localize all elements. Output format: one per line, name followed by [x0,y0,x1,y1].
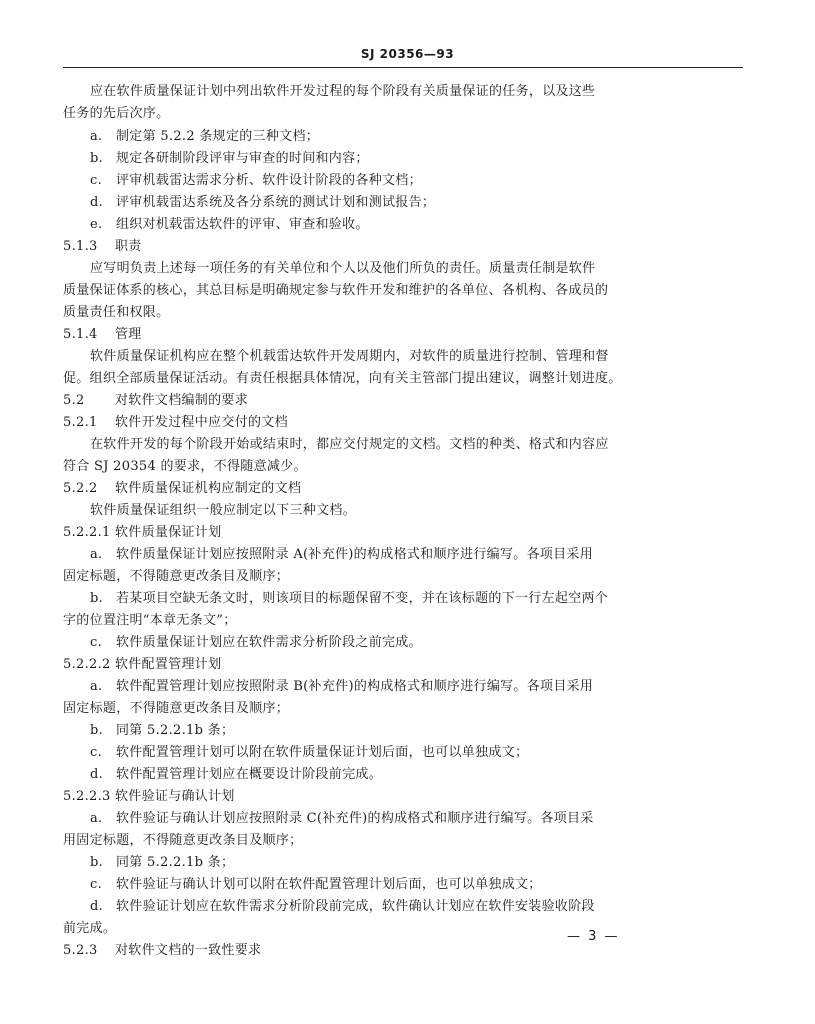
line-text: 制定第 5.2.2 条规定的三种文档； [116,129,320,144]
line-text: 软件质量保证机构应制定的文档 [115,481,302,496]
line-text: 应在软件质量保证计划中列出软件开发过程的每个阶段有关质量保证的任务，以及这些 [90,84,596,99]
section-number: 5.2.2.2 [63,657,111,672]
line-text: 对软件文档编制的要求 [115,393,249,408]
line-text: 软件质量保证计划应按照附录 A(补充件)的构成格式和顺序进行编写。各项目采用 [116,547,594,562]
line-text: 质量责任和权限。 [63,305,170,320]
line-text: 评审机载雷达需求分析、软件设计阶段的各种文档； [116,173,422,188]
line-text: 同第 5.2.2.1b 条； [116,723,235,738]
list-marker: c. [90,745,103,760]
list-item [90,745,528,761]
paragraph-line [63,613,237,629]
paragraph-line [90,437,609,453]
section-number: 5.1.3 [63,239,98,254]
list-item [90,129,319,145]
section-number: 5.2.1 [63,415,98,430]
section-number: 5.2.2 [63,481,98,496]
list-item [90,899,595,915]
list-item [90,217,369,233]
paragraph-line [63,921,116,937]
list-marker: b. [90,723,104,738]
list-item [90,679,593,695]
header-rule [63,67,743,68]
list-marker: d. [90,899,104,914]
paragraph-line [63,106,169,122]
list-item [90,547,593,563]
section-heading [63,789,235,805]
list-marker: c. [90,877,103,892]
line-text: 用固定标题，不得随意更改条目及顺序； [63,833,303,848]
line-text: 同第 5.2.2.1b 条； [116,855,235,870]
line-text: 软件质量保证组织一般应制定以下三种文档。 [90,503,357,518]
line-text: 字的位置注明“本章无条文”； [63,613,237,628]
line-text: 应写明负责上述每一项任务的有关单位和个人以及他们所负的责任。质量责任制是软件 [90,261,596,276]
list-item [90,591,608,607]
list-marker: b. [90,591,104,606]
line-text: 对软件文档的一致性要求 [115,943,262,958]
section-number: 5.2.2.1 [63,525,111,540]
document-code-header: SJ 20356—93 [360,47,455,61]
section-heading [63,481,301,497]
paragraph-line [63,371,622,387]
line-text: 软件配置管理计划可以附在软件质量保证计划后面，也可以单独成文； [116,745,529,760]
line-text: 规定各研制阶段评审与审查的时间和内容； [116,151,369,166]
line-text: 质量保证体系的核心，其总目标是明确规定参与软件开发和维护的各单位、各机构、各成员的 [63,283,609,298]
section-number: 5.1.4 [63,327,98,342]
line-text: 组织对机载雷达软件的评审、审查和验收。 [116,217,369,232]
line-text: 软件配置管理计划应在概要设计阶段前完成。 [116,767,383,782]
line-text: 任务的先后次序。 [63,106,170,121]
list-item [90,635,422,651]
line-text: 软件配置管理计划 [115,657,222,672]
section-heading [63,943,261,959]
line-text: 软件质量保证机构应在整个机载雷达软件开发周期内，对软件的质量进行控制、管理和督 [90,349,609,364]
list-marker: a. [90,679,103,694]
line-text: 软件质量保证计划应在软件需求分析阶段之前完成。 [116,635,422,650]
paragraph-line [90,503,356,519]
paragraph-line [63,283,608,299]
list-marker: e. [90,217,103,232]
paragraph-line [63,701,289,717]
list-item [90,855,234,871]
section-number: 5.2 [63,393,85,408]
list-item [90,811,594,827]
list-item [90,173,422,189]
section-heading [63,415,288,431]
section-heading [63,525,221,541]
section-heading [63,393,248,409]
line-text: 固定标题，不得随意更改条目及顺序； [63,569,290,584]
line-text: 符合 SJ 20354 的要求，不得随意减少。 [63,459,307,474]
page-number: — 3 — [567,929,620,944]
list-marker: a. [90,811,103,826]
list-marker: c. [90,173,103,188]
paragraph-line [63,569,289,585]
section-number: 5.2.3 [63,943,98,958]
line-text: 固定标题，不得随意更改条目及顺序； [63,701,290,716]
list-marker: c. [90,635,103,650]
line-text: 在软件开发的每个阶段开始或结束时，都应交付规定的文档。文档的种类、格式和内容应 [90,437,609,452]
section-heading [63,239,142,255]
list-item [90,877,542,893]
list-item [90,151,369,167]
list-marker: b. [90,151,104,166]
paragraph-line [90,84,595,100]
list-marker: d. [90,195,104,210]
paragraph-line [90,261,595,277]
list-item [90,767,382,783]
line-text: 促。组织全部质量保证活动。有责任根据具体情况，向有关主管部门提出建议，调整计划进度。 [63,371,622,386]
line-text: 软件验证与确认计划 [115,789,235,804]
paragraph-line [90,349,609,365]
paragraph-line [63,305,169,321]
line-text: 软件验证与确认计划可以附在软件配置管理计划后面，也可以单独成文； [116,877,542,892]
line-text: 职责 [115,239,142,254]
line-text: 软件验证计划应在软件需求分析阶段前完成，软件确认计划应在软件安装验收阶段 [116,899,595,914]
line-text: 管理 [115,327,142,342]
list-item [90,723,234,739]
line-text: 前完成。 [63,921,117,936]
paragraph-line [63,833,302,849]
list-marker: a. [90,129,103,144]
paragraph-line [63,459,307,475]
list-marker: a. [90,547,103,562]
line-text: 若某项目空缺无条文时，则该项目的标题保留不变，并在该标题的下一行左起空两个 [116,591,609,606]
line-text: 软件开发过程中应交付的文档 [115,415,288,430]
list-marker: d. [90,767,104,782]
section-heading [63,327,142,343]
line-text: 软件质量保证计划 [115,525,222,540]
section-number: 5.2.2.3 [63,789,111,804]
section-heading [63,657,221,673]
list-item [90,195,435,211]
line-text: 软件配置管理计划应按照附录 B(补充件)的构成格式和顺序进行编写。各项目采用 [116,679,594,694]
line-text: 评审机载雷达系统及各分系统的测试计划和测试报告； [116,195,436,210]
line-text: 软件验证与确认计划应按照附录 C(补充件)的构成格式和顺序进行编写。各项目采 [116,811,594,826]
list-marker: b. [90,855,104,870]
